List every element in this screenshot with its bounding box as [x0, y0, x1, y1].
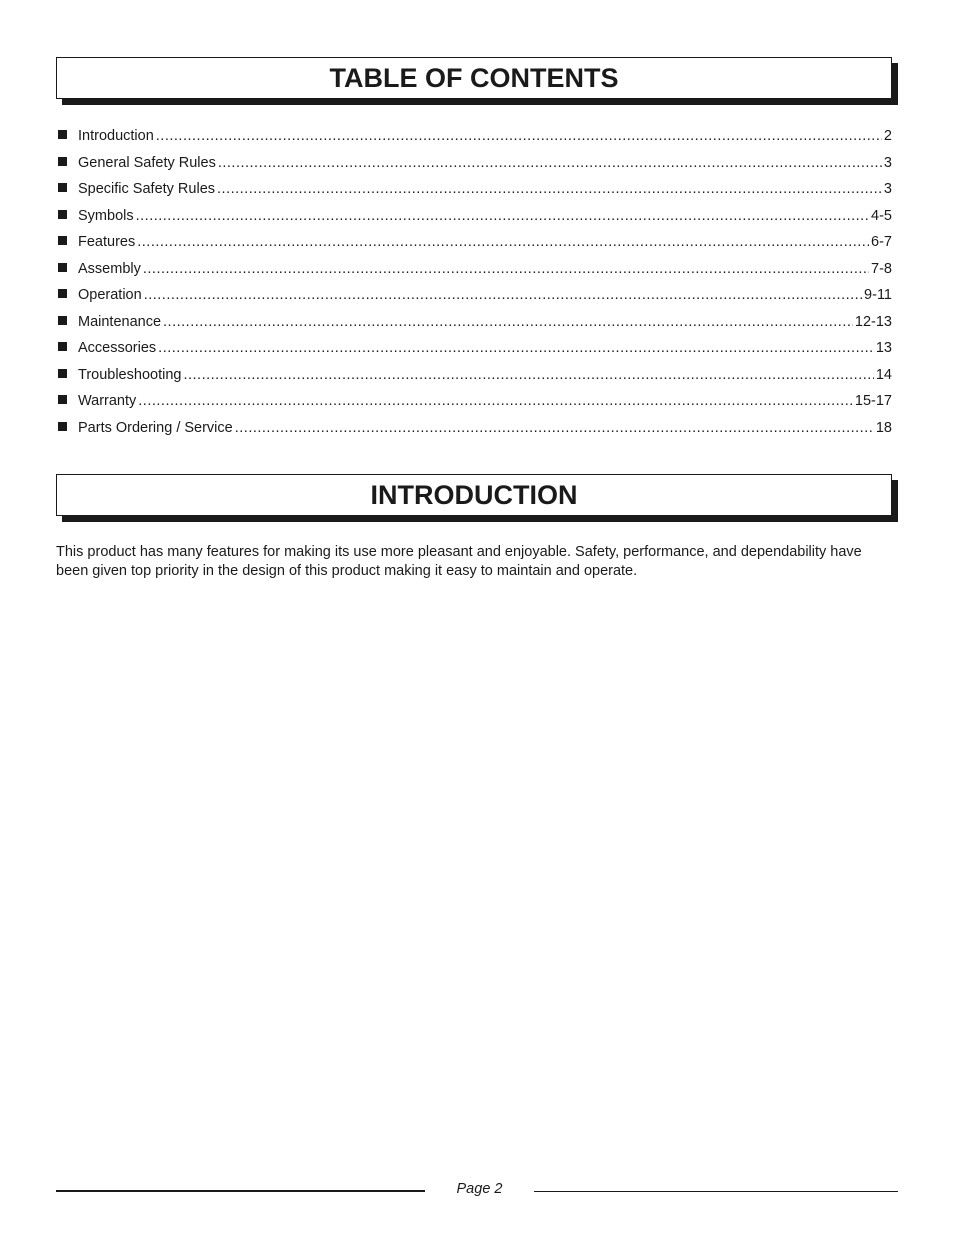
- square-bullet-icon: [58, 395, 67, 404]
- footer-rule-left: [56, 1190, 425, 1192]
- toc-item-page: 9-11: [864, 287, 892, 303]
- toc-item-label: Warranty: [78, 393, 137, 409]
- toc-item[interactable]: [56, 362, 892, 389]
- toc-item-label: Symbols: [78, 207, 134, 224]
- dot-leader: [143, 256, 869, 283]
- toc-item-label: Maintenance: [78, 313, 162, 330]
- intro-paragraph: This product has many features for making its use more pleasant and enjoyable. Safety, performance, and dependability have been given top priority in the design of this product making it easy to maintain and operate.: [56, 544, 862, 579]
- toc-item-page: 7-8: [871, 260, 892, 277]
- intro-title: INTRODUCTION: [370, 479, 578, 510]
- toc-item-label: Specific Safety Rules: [78, 181, 216, 197]
- toc-item[interactable]: [56, 123, 892, 150]
- square-bullet-icon: [58, 157, 67, 166]
- dot-leader: [136, 203, 869, 230]
- square-bullet-icon: [58, 289, 67, 298]
- toc-item-label: General Safety Rules: [78, 154, 216, 171]
- dot-leader: [163, 309, 853, 336]
- dot-leader: [138, 388, 853, 415]
- footer-rule-right: [534, 1191, 898, 1192]
- square-bullet-icon: [58, 422, 67, 431]
- toc-item-label: Accessories: [78, 340, 157, 356]
- dot-leader: [183, 362, 873, 389]
- toc-item[interactable]: [56, 415, 892, 442]
- toc-item-page: 6-7: [871, 234, 892, 250]
- toc-item[interactable]: [56, 176, 892, 203]
- toc-item[interactable]: [56, 150, 892, 177]
- toc-item-page: 3: [883, 154, 892, 171]
- intro-heading-box: [56, 474, 892, 516]
- dot-leader: [158, 335, 874, 362]
- toc-item-page: 18: [875, 419, 892, 436]
- toc-item[interactable]: [56, 309, 892, 336]
- toc-list: [56, 123, 892, 441]
- toc-item-page: 4-5: [871, 207, 892, 224]
- toc-item[interactable]: [56, 335, 892, 362]
- dot-leader: [235, 415, 874, 442]
- toc-item-page: 2: [883, 128, 892, 144]
- square-bullet-icon: [58, 263, 67, 272]
- dot-leader: [144, 282, 862, 309]
- toc-heading-box: [56, 57, 892, 99]
- square-bullet-icon: [58, 183, 67, 192]
- toc-item-page: 14: [875, 366, 892, 383]
- toc-item[interactable]: [56, 388, 892, 415]
- square-bullet-icon: [58, 130, 67, 139]
- dot-leader: [156, 123, 882, 150]
- square-bullet-icon: [58, 316, 67, 325]
- toc-item-label: Parts Ordering / Service: [78, 419, 233, 436]
- square-bullet-icon: [58, 369, 67, 378]
- square-bullet-icon: [58, 342, 67, 351]
- toc-item-page: 13: [875, 340, 892, 356]
- dot-leader: [217, 176, 882, 203]
- toc-item-page: 15-17: [854, 393, 892, 409]
- toc-item-label: Operation: [78, 287, 142, 303]
- toc-item[interactable]: [56, 256, 892, 283]
- dot-leader: [137, 229, 869, 256]
- dot-leader: [218, 150, 882, 177]
- page-number: Page 2: [456, 1181, 503, 1197]
- toc-item-page: 12-13: [854, 313, 892, 330]
- toc-item[interactable]: [56, 203, 892, 230]
- toc-item-label: Features: [78, 234, 136, 250]
- toc-title: TABLE OF CONTENTS: [329, 62, 619, 93]
- square-bullet-icon: [58, 210, 67, 219]
- toc-item-label: Assembly: [78, 260, 141, 277]
- toc-item[interactable]: [56, 229, 892, 256]
- toc-item-label: Introduction: [78, 128, 154, 144]
- toc-item-page: 3: [883, 181, 892, 197]
- toc-item-label: Troubleshooting: [78, 366, 182, 383]
- square-bullet-icon: [58, 236, 67, 245]
- toc-item[interactable]: [56, 282, 892, 309]
